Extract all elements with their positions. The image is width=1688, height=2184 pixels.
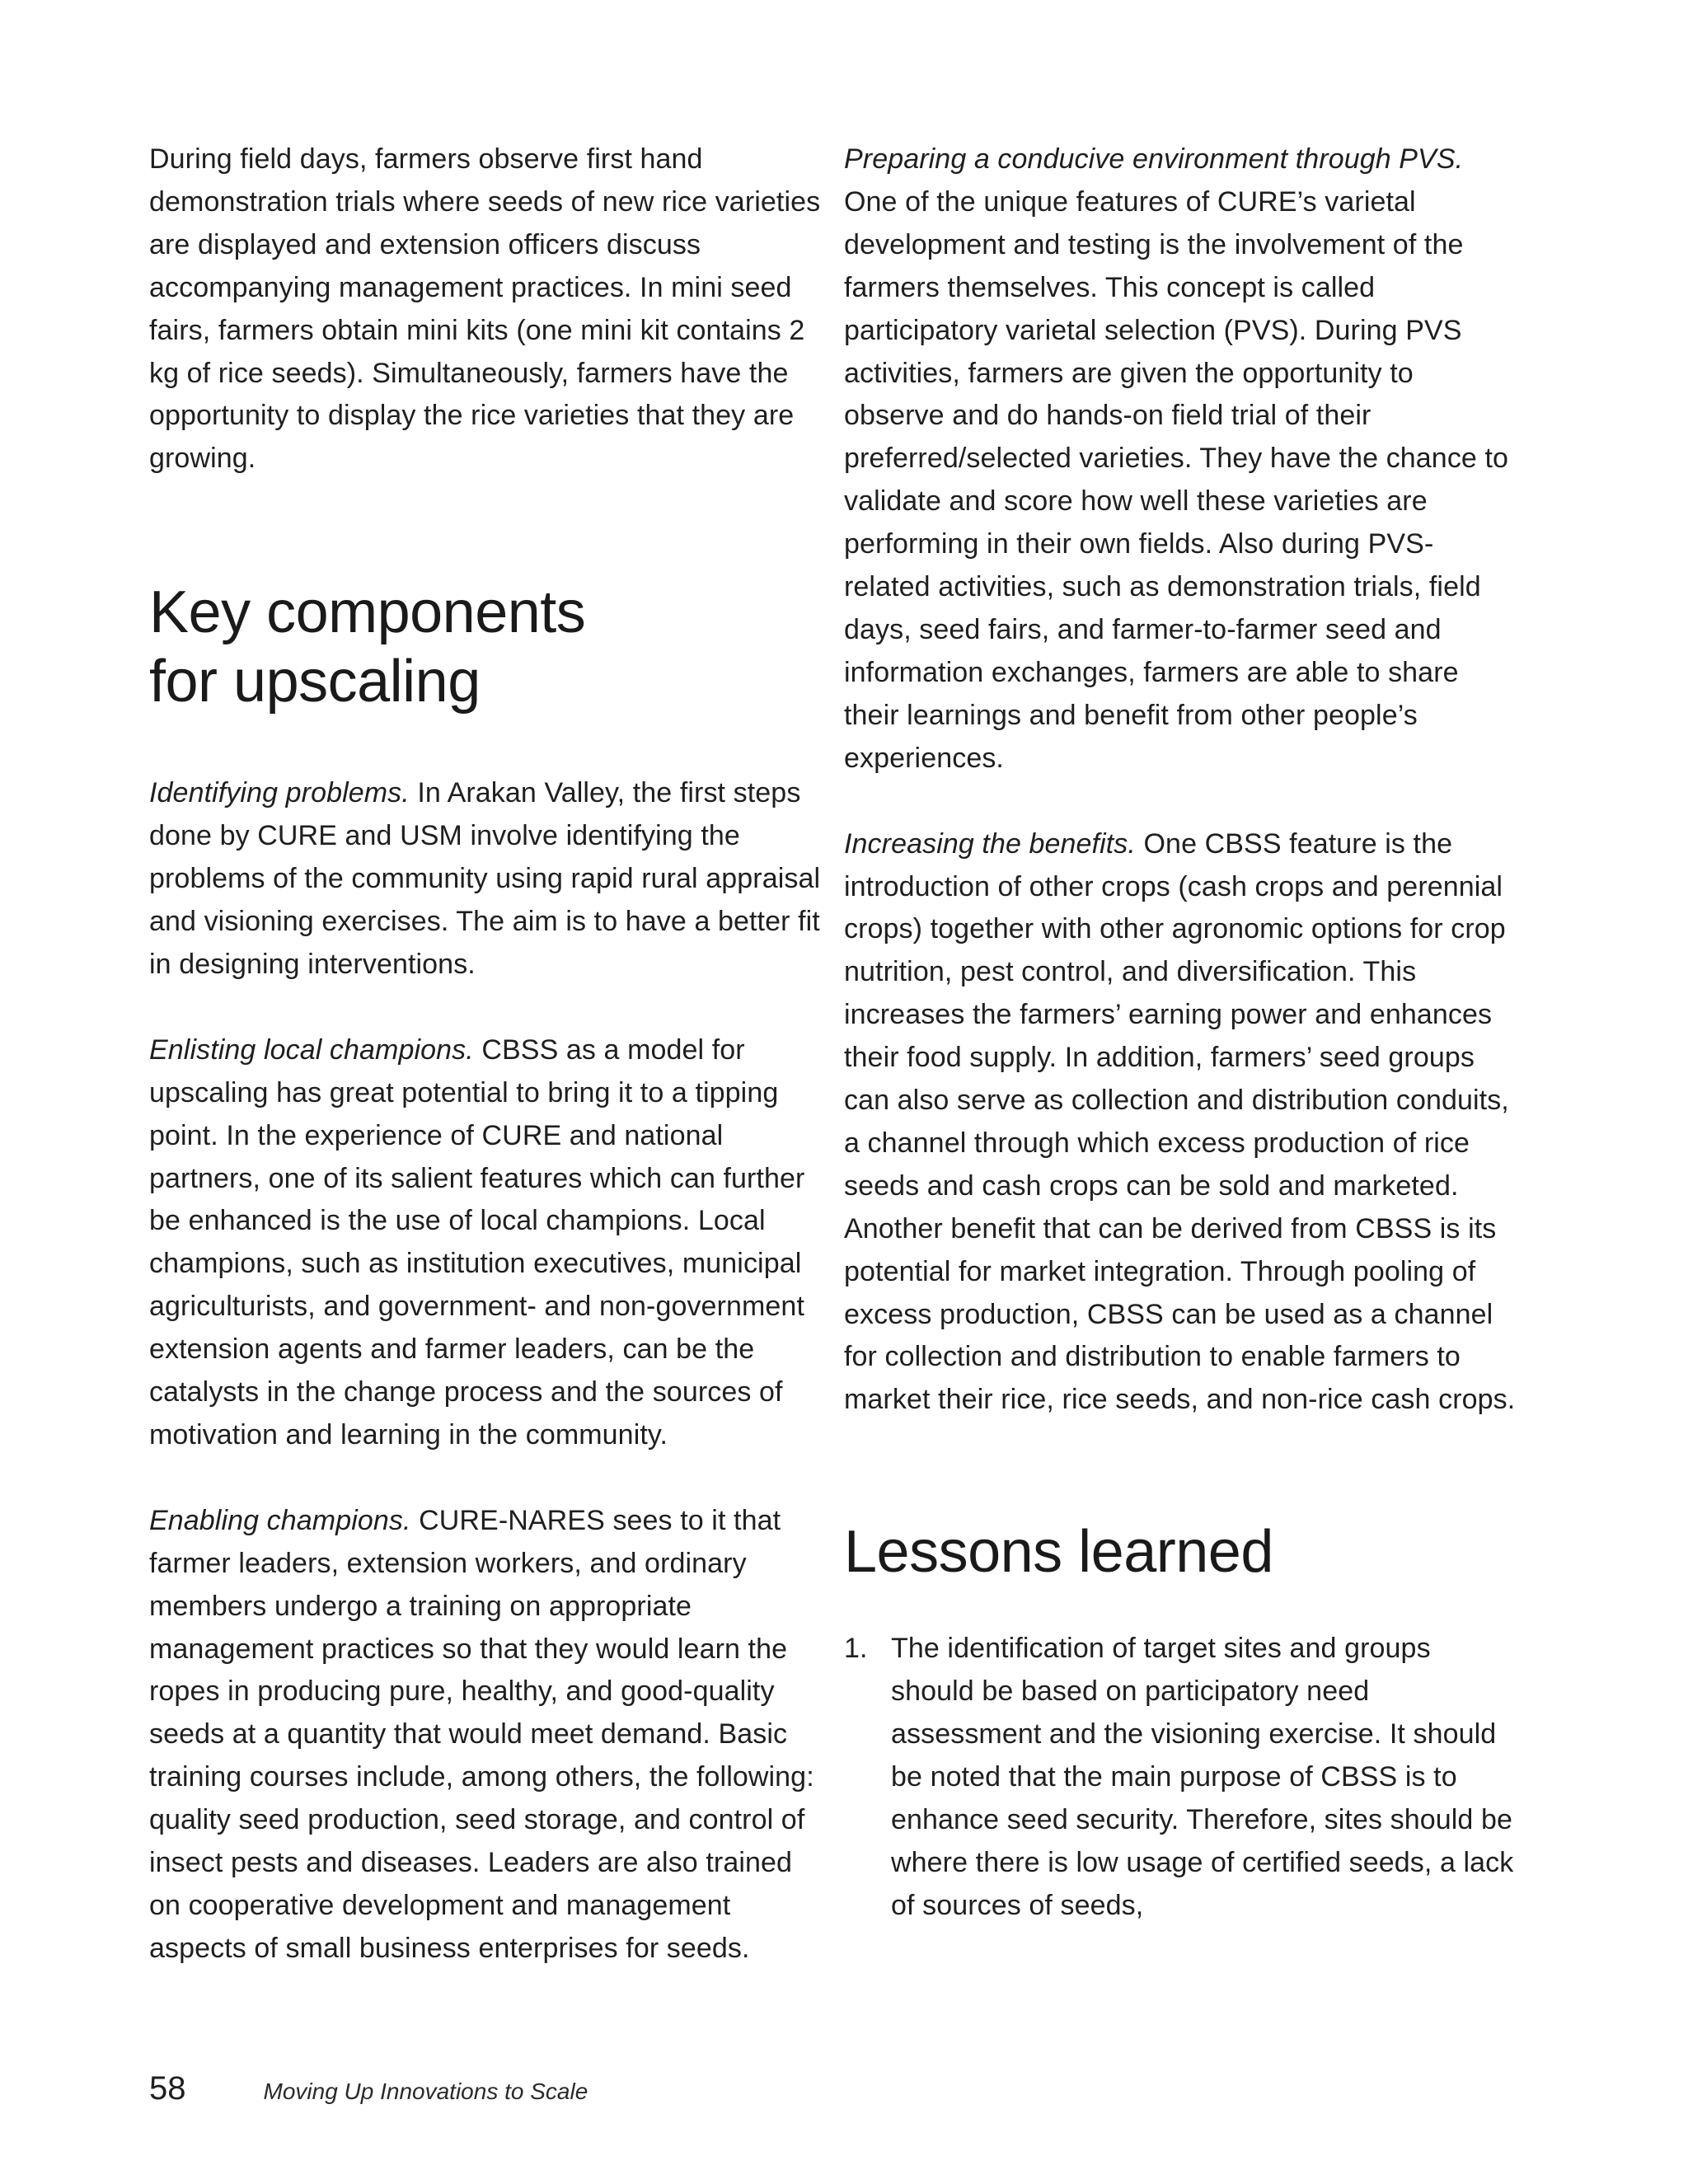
paragraph-conducive-environment [844,138,1520,780]
page-footer [149,2070,588,2107]
right-column [844,138,1520,1928]
section-heading-key-components [149,578,825,716]
section-heading-lessons-learned: Lessons learned [844,1519,1273,1586]
paragraph-increasing-benefits [844,823,1520,1422]
paragraph-body: One of the unique features of CURE’s varietal development and testing is the involvement of the farmers themselves. This concept is called participatory varietal selection (PVS). During PVS activities, farmers are given the opportunity to observe and do hands-on field trial of their preferred/selected varieties. They have the chance to validate and score how well these varieties are performing in their own fields. Also during PVS-related activities, such as demonstration trials, field days, seed fairs, and farmer-to-farmer seed and information exchanges, farmers are able to share their learnings and benefit from other people’s experiences. [844,185,1509,774]
page-number: 58 [149,2070,186,2107]
paragraph-lead: Increasing the benefits. [844,827,1136,860]
running-title: Moving Up Innovations to Scale [263,2079,588,2104]
list-item-text: The identification of target sites and groups should be based on participatory need assessment and the visioning exercise. It should be noted that the main purpose of CBSS is to enhance seed security. Therefore, sites should be where there is low usage of certified seeds, a lack of sources of seeds, [891,1633,1514,1921]
paragraph-enlisting-local-champions [149,1029,825,1457]
intro-paragraph: During field days, farmers observe first hand demonstration trials where seeds of new rice varieties are displayed and extension officers discuss accompanying management practices. In mini seed fairs, farmers obtain mini kits (one mini kit contains 2 kg of rice seeds). Simultaneously, farmers have the opportunity to display the rice varieties that they are growing. [149,143,821,475]
paragraph-body: CURE-NARES sees to it that farmer leaders, extension workers, and ordinary members undergo a training on appropriate management practices so that they would learn the ropes in producing pure, healthy, and good-quality seeds at a quantity that would meet demand. Basic training courses include, among others, the following: quality seed production, seed storage, and control of insect pests and diseases. Leaders are also trained on cooperative development and management aspects of small business enterprises for seeds. [149,1504,814,1964]
paragraph-lead: Identifying problems. [149,777,410,809]
paragraph-identifying-problems [149,772,825,987]
paragraph-enabling-champions [149,1500,825,1971]
paragraph-lead: Enlisting local champions. [149,1033,474,1066]
list-item-number: 1. [844,1633,868,1665]
numbered-list-item [844,1628,1520,1927]
heading-line-1: Key components [149,579,586,646]
left-column [149,138,825,1971]
paragraph-lead: Enabling champions. [149,1504,411,1536]
paragraph-lead: Preparing a conducive environment through PVS. [844,143,1464,175]
paragraph-body: One CBSS feature is the introduction of other crops (cash crops and perennial crops) together with other agronomic options for crop nutrition, pest control, and diversification. This increases the farmers’ earning power and enhances their food supply. In addition, farmers’ seed groups can also serve as collection and distribution conduits, a channel through which excess production of rice seeds and cash crops can be sold and marketed. Another benefit that can be derived from CBSS is its potential for market integration. Through pooling of excess production, CBSS can be used as a channel for collection and distribution to enable farmers to market their rice, rice seeds, and non-rice cash crops. [844,827,1516,1416]
heading-line-2: for upscaling [149,649,481,715]
paragraph-body: In Arakan Valley, the first steps done by CURE and USM involve identifying the problems of the community using rapid rural appraisal and visioning exercises. The aim is to have a better fit in designing interventions. [149,777,821,980]
paragraph-body: CBSS as a model for upscaling has great potential to bring it to a tipping point. In the experience of CURE and national partners, one of its salient features which can further be enhanced is the use of local champions. Local champions, such as institution executives, municipal agriculturists, and government- and non-government extension agents and farmer leaders, can be the catalysts in the change process and the sources of motivation and learning in the community. [149,1033,805,1451]
